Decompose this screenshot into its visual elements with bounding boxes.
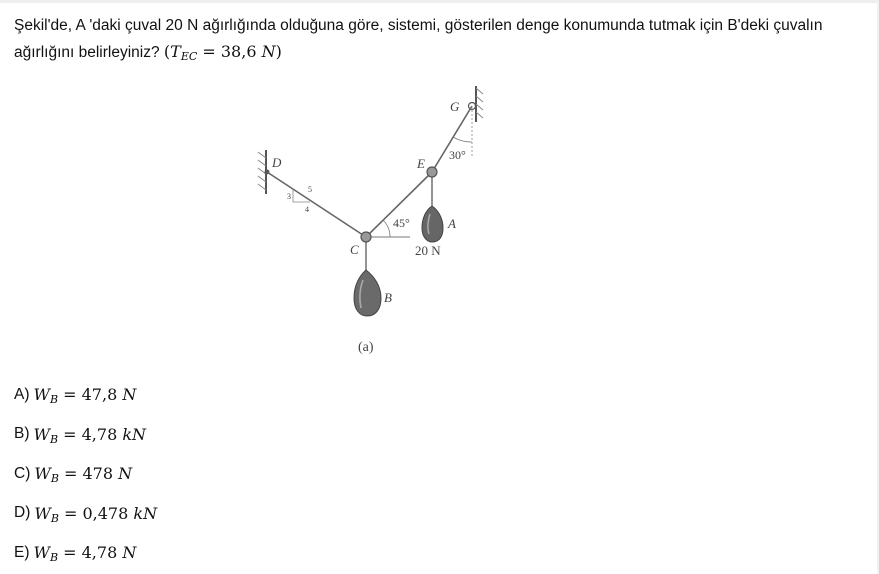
- cable-eg: [432, 106, 472, 172]
- label-e: E: [417, 156, 425, 171]
- option-letter: C): [14, 464, 31, 482]
- label-weight-a: 20 N: [415, 243, 441, 258]
- option-formula: $W_B = 0,478$ kN: [34, 503, 158, 525]
- figure-svg: [250, 82, 490, 362]
- ring-c: [361, 232, 371, 242]
- sack-a: [422, 206, 443, 242]
- given-tension: ($T_{EC} = 38,6$ N): [163, 42, 282, 63]
- option-d[interactable]: [14, 494, 157, 534]
- label-b: B: [384, 290, 392, 305]
- answer-options: [14, 375, 157, 573]
- label-angle-30: 30°: [449, 148, 466, 162]
- ring-e: [427, 167, 437, 177]
- question-body: Şekil'de, A 'daki çuval 20 N ağırlığında olduğuna göre, sistemi, gösterilen denge konumunda tutmak için B'deki çuvalın ağırlığını belirleyiniz?: [14, 17, 823, 61]
- label-slope-4: 4: [305, 205, 309, 214]
- sack-b: [354, 270, 381, 316]
- option-c[interactable]: [14, 454, 157, 494]
- angle-arc-45: [383, 220, 390, 237]
- option-a[interactable]: [14, 375, 157, 415]
- cable-cd: [267, 172, 366, 237]
- label-angle-45: 45°: [393, 216, 410, 230]
- option-b[interactable]: [14, 415, 157, 455]
- mechanics-figure: [250, 82, 490, 362]
- figure-caption: (a): [358, 340, 374, 355]
- option-letter: A): [14, 385, 30, 403]
- label-d: D: [272, 155, 282, 170]
- option-letter: E): [14, 543, 30, 561]
- option-formula: $W_B = 47,8$ N: [33, 385, 137, 407]
- label-slope-3: 3: [287, 192, 291, 201]
- label-g: G: [450, 99, 460, 114]
- option-e[interactable]: [14, 533, 157, 573]
- option-letter: B): [14, 425, 30, 443]
- option-formula: $W_B = 4,78$ N: [33, 543, 137, 565]
- wall-g: [469, 86, 484, 122]
- option-formula: $W_B = 478$ N: [34, 464, 133, 486]
- question-text: [14, 13, 876, 66]
- angle-arc-30: [453, 137, 472, 142]
- label-slope-5: 5: [308, 185, 312, 194]
- label-c: C: [350, 242, 359, 257]
- label-a: A: [448, 216, 456, 231]
- option-letter: D): [14, 504, 31, 522]
- option-formula: $W_B = 4,78$ kN: [33, 424, 147, 446]
